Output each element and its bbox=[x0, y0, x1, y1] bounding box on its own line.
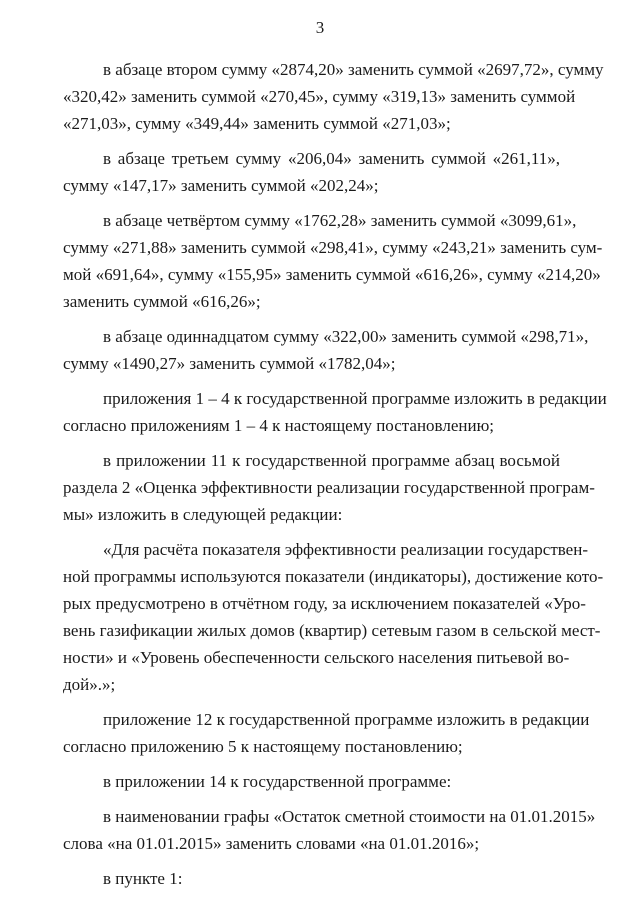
paragraph-line: ной программы используются показатели (индикаторы), достижение кото- bbox=[63, 567, 604, 586]
paragraph-line: «271,03», сумму «349,44» заменить суммой «271,03»; bbox=[63, 114, 451, 133]
paragraph bbox=[63, 385, 607, 439]
paragraph-line: мы» изложить в следующей редакции: bbox=[63, 505, 343, 524]
paragraph bbox=[63, 865, 560, 892]
paragraph bbox=[63, 145, 560, 199]
paragraph bbox=[63, 447, 595, 528]
paragraph-line: в пункте 1: bbox=[103, 869, 183, 888]
paragraph bbox=[63, 768, 560, 795]
paragraph-line: раздела 2 «Оценка эффективности реализации государственной програм- bbox=[63, 478, 595, 497]
paragraph-line: мой «691,64», сумму «155,95» заменить суммой «616,26», сумму «214,20» bbox=[63, 265, 601, 284]
paragraph-line: вень газификации жилых домов (квартир) сетевым газом в сельской мест- bbox=[63, 621, 601, 640]
paragraph-line: сумму «147,17» заменить суммой «202,24»; bbox=[63, 176, 379, 195]
paragraph-line: заменить суммой «616,26»; bbox=[63, 292, 261, 311]
paragraph-line: согласно приложениям 1 – 4 к настоящему постановлению; bbox=[63, 416, 495, 435]
paragraph-line: в абзаце третьем сумму «206,04» заменить суммой «261,11», bbox=[103, 149, 560, 168]
paragraph-line: в приложении 14 к государственной программе: bbox=[103, 772, 452, 791]
paragraph bbox=[63, 803, 596, 857]
paragraph bbox=[63, 323, 589, 377]
paragraph-line: слова «на 01.01.2015» заменить словами «на 01.01.2016»; bbox=[63, 834, 480, 853]
paragraph-line: в абзаце втором сумму «2874,20» заменить суммой «2697,72», сумму bbox=[103, 60, 604, 79]
paragraph bbox=[63, 207, 603, 315]
paragraph-line: рых предусмотрено в отчётном году, за исключением показателей «Уро- bbox=[63, 594, 586, 613]
paragraph-line: в наименовании графы «Остаток сметной стоимости на 01.01.2015» bbox=[103, 807, 596, 826]
paragraph-line: ности» и «Уровень обеспеченности сельского населения питьевой во- bbox=[63, 648, 570, 667]
paragraph-line: «320,42» заменить суммой «270,45», сумму «319,13» заменить суммой bbox=[63, 87, 576, 106]
paragraph-line: сумму «271,88» заменить суммой «298,41», сумму «243,21» заменить сум- bbox=[63, 238, 603, 257]
paragraph-line: в приложении 11 к государственной программе абзац восьмой bbox=[103, 451, 560, 470]
paragraph bbox=[63, 56, 604, 137]
paragraph bbox=[63, 536, 604, 698]
paragraph bbox=[63, 706, 590, 760]
paragraph-line: согласно приложению 5 к настоящему постановлению; bbox=[63, 737, 463, 756]
paragraph-line: в абзаце четвёртом сумму «1762,28» заменить суммой «3099,61», bbox=[103, 211, 577, 230]
document-body bbox=[63, 56, 607, 900]
page-number: 3 bbox=[315, 18, 325, 37]
paragraph-line: сумму «1490,27» заменить суммой «1782,04»; bbox=[63, 354, 396, 373]
paragraph-line: дой».»; bbox=[63, 675, 116, 694]
paragraph-line: «Для расчёта показателя эффективности реализации государствен- bbox=[103, 540, 588, 559]
paragraph-line: приложения 1 – 4 к государственной программе изложить в редакции bbox=[103, 389, 607, 408]
paragraph-line: в абзаце одиннадцатом сумму «322,00» заменить суммой «298,71», bbox=[103, 327, 589, 346]
paragraph-line: приложение 12 к государственной программе изложить в редакции bbox=[103, 710, 590, 729]
